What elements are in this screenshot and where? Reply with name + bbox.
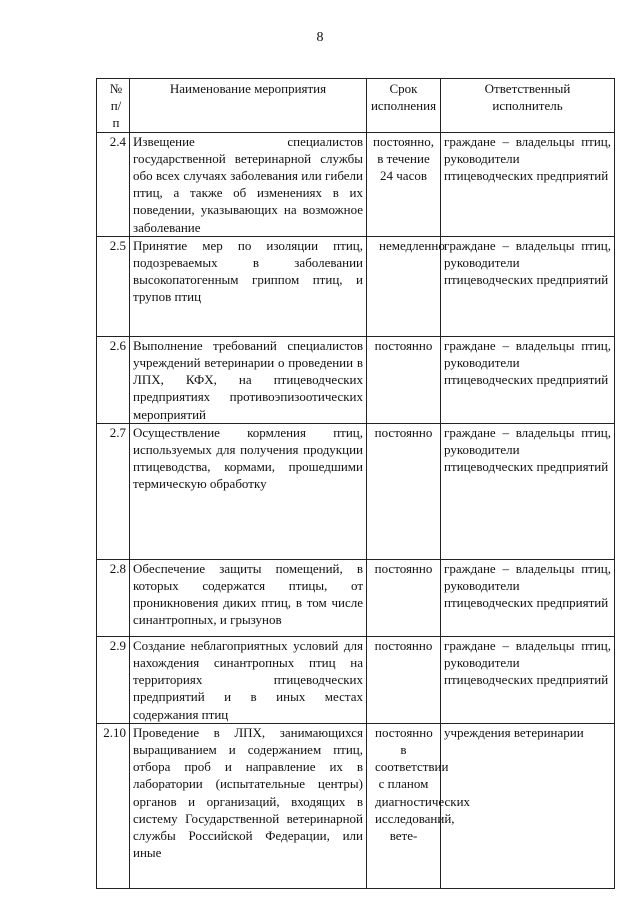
- row-responsible: граждане – владельцы птиц, руководители птицеводческих предприятий: [441, 132, 615, 236]
- row-responsible: граждане – владельцы птиц, руководители птицеводческих предприятий: [441, 336, 615, 423]
- row-num: 2.4: [97, 132, 130, 236]
- row-term: немедленно: [367, 236, 441, 336]
- table-row: [97, 423, 615, 559]
- row-name: Обеспечение защиты помещений, в которых содержатся птицы, от проникновения диких птиц, в том числе синантропных, и грызунов: [130, 559, 367, 636]
- header-name: Наименование мероприятия: [130, 79, 367, 133]
- table-row: [97, 559, 615, 636]
- row-num: 2.8: [97, 559, 130, 636]
- row-name: Осуществление кормления птиц, используемых для получения продукции птицеводства, кормами, прошедшими термическую обработку: [130, 423, 367, 559]
- row-name: Принятие мер по изоляции птиц, подозреваемых в заболевании высокопатогенным гриппом птиц, и трупов птиц: [130, 236, 367, 336]
- row-term: постоянно: [367, 559, 441, 636]
- table-row: [97, 132, 615, 236]
- table-row: [97, 723, 615, 888]
- row-responsible: учреждения ветеринарии: [441, 723, 615, 888]
- row-name: Извещение специалистов государственной ветеринарной службы обо всех случаях заболевания или гибели птиц, а также об изменениях в их поведении, указывающих на возможное заболевание: [130, 132, 367, 236]
- row-responsible: граждане – владельцы птиц, руководители птицеводческих предприятий: [441, 423, 615, 559]
- measures-table: [96, 78, 615, 889]
- row-responsible: граждане – владельцы птиц, руководители птицеводческих предприятий: [441, 236, 615, 336]
- row-num: 2.6: [97, 336, 130, 423]
- header-term: Срок исполнения: [367, 79, 441, 133]
- row-name: Выполнение требований специалистов учреждений ветеринарии о проведении в ЛПХ, КФХ, на птицеводческих предприятиях противоэпизоотических мероприятий: [130, 336, 367, 423]
- header-responsible: Ответственный исполнитель: [441, 79, 615, 133]
- row-term: постоянно: [367, 336, 441, 423]
- row-term: постоянно в соответствии с планом диагностических исследований, вете-: [367, 723, 441, 888]
- row-term: постоянно, в течение 24 часов: [367, 132, 441, 236]
- header-num: № п/п: [97, 79, 130, 133]
- row-name: Создание неблагоприятных условий для нахождения синантропных птиц на территориях птицеводческих предприятий и в иных местах содержания птиц: [130, 636, 367, 723]
- row-num: 2.10: [97, 723, 130, 888]
- table-row: [97, 336, 615, 423]
- table-header-row: [97, 79, 615, 133]
- row-responsible: граждане – владельцы птиц, руководители птицеводческих предприятий: [441, 636, 615, 723]
- page-number: 8: [316, 30, 324, 45]
- row-name: Проведение в ЛПХ, занимающихся выращиванием и содержанием птиц, отбора проб и направление их в лаборатории (испытательные центры) органов и организаций, входящих в систему Государственной ветеринарной службы Российской Федерации, или иные: [130, 723, 367, 888]
- row-term: постоянно: [367, 423, 441, 559]
- row-responsible: граждане – владельцы птиц, руководители птицеводческих предприятий: [441, 559, 615, 636]
- row-num: 2.5: [97, 236, 130, 336]
- row-num: 2.7: [97, 423, 130, 559]
- row-term: постоянно: [367, 636, 441, 723]
- table-row: [97, 236, 615, 336]
- table-row: [97, 636, 615, 723]
- row-num: 2.9: [97, 636, 130, 723]
